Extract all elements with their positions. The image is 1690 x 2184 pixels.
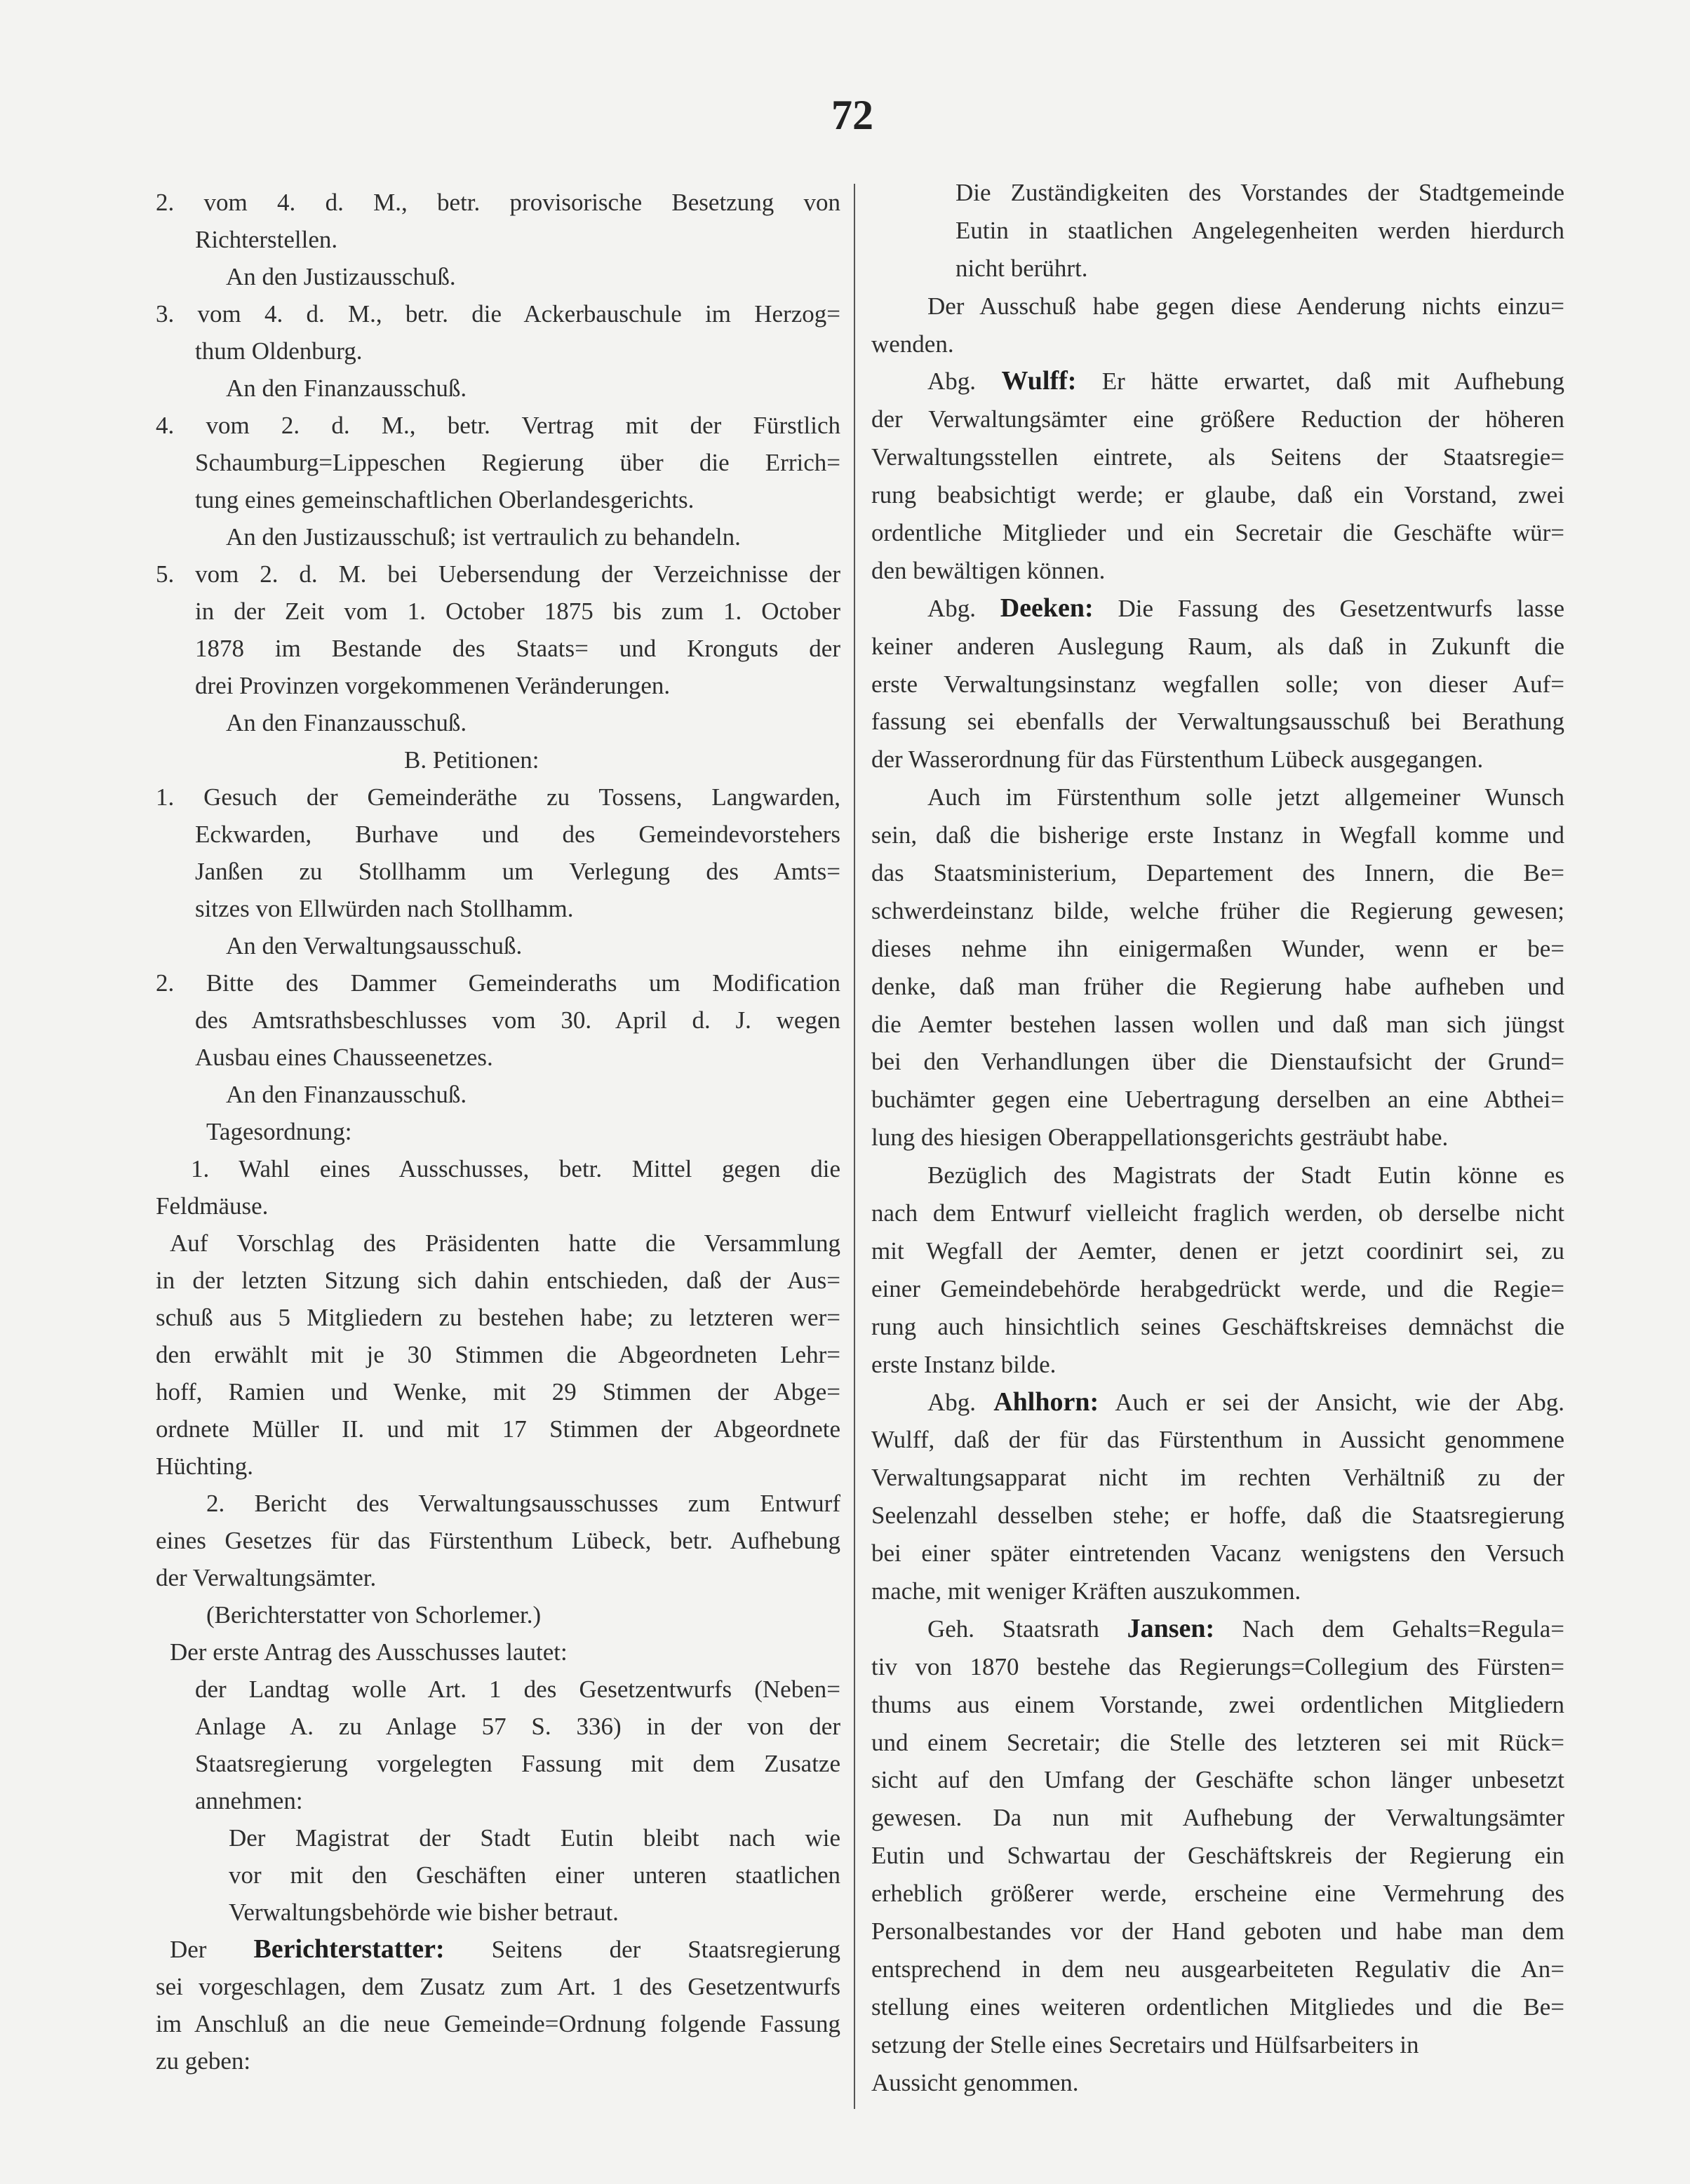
line-text: das Staatsministerium, Departement des Innern, die Be= — [871, 859, 1564, 887]
line-text: An den Justizausschuß; ist vertraulich zu behandeln. — [226, 523, 741, 551]
line-text: Bezüglich des Magistrats der Stadt Eutin könne es — [927, 1161, 1564, 1189]
text-line — [871, 1761, 1564, 1799]
line-text: 1878 im Bestande des Staats= und Kronguts der — [195, 635, 840, 662]
line-text: Hüchting. — [156, 1452, 254, 1480]
text-line — [871, 1384, 1564, 1422]
text-line — [871, 1194, 1564, 1232]
line-text: Janßen zu Stollhamm um Verlegung des Amts= — [195, 858, 840, 885]
page-number: 72 — [831, 92, 873, 138]
text-line — [871, 2026, 1564, 2064]
line-text: der Verwaltungsämter eine größere Reduction der höheren — [871, 405, 1564, 433]
text-line — [156, 1782, 840, 1819]
line-text: Verwaltungsapparat nicht im rechten Verhältniß zu der — [871, 1464, 1564, 1492]
text-line — [871, 288, 1564, 325]
line-text: Er hätte erwartet, daß mit Aufhebung — [1076, 368, 1564, 396]
line-text: erste Instanz bilde. — [871, 1350, 1057, 1378]
text-line — [871, 1799, 1564, 1837]
speaker-prefix: Abg. — [927, 1388, 994, 1416]
text-line — [156, 1225, 840, 1262]
text-line — [871, 1346, 1564, 1384]
line-text: hoff, Ramien und Wenke, mit 29 Stimmen der Abge= — [156, 1378, 840, 1406]
speaker-prefix: Der — [170, 1936, 254, 1963]
line-text: annehmen: — [195, 1787, 303, 1814]
text-line — [156, 1448, 840, 1485]
text-line — [156, 518, 840, 555]
text-line — [871, 1119, 1564, 1157]
line-text: Auch im Fürstenthum solle jetzt allgemeiner Wunsch — [927, 783, 1564, 811]
text-line — [156, 1039, 840, 1076]
line-text: An den Finanzausschuß. — [226, 709, 467, 736]
line-text: buchämter gegen eine Uebertragung derselben an eine Abthei= — [871, 1086, 1564, 1114]
right-column — [871, 174, 1564, 2101]
text-line — [871, 968, 1564, 1006]
line-text: 4. vom 2. d. M., betr. Vertrag mit der Fürstlich — [156, 412, 840, 439]
line-text: Nach dem Gehalts=Regula= — [1214, 1615, 1564, 1643]
text-line — [156, 1819, 840, 1856]
line-text: Seitens der Staatsregierung — [444, 1936, 840, 1963]
text-line — [156, 1002, 840, 1039]
line-text: setzung der Stelle eines Secretairs und Hülfsarbeiters in — [871, 2030, 1419, 2058]
line-text: B. Petitionen: — [404, 746, 539, 774]
line-text: Ausbau eines Chausseenetzes. — [195, 1044, 493, 1071]
text-line — [871, 1913, 1564, 1950]
text-line — [156, 332, 840, 370]
line-text: fassung sei ebenfalls der Verwaltungsausschuß bei Berathung — [871, 708, 1564, 736]
text-line — [156, 1373, 840, 1410]
line-text: erste Verwaltungsinstanz wegfallen solle; von dieser Auf= — [871, 670, 1564, 698]
line-text: 3. vom 4. d. M., betr. die Ackerbauschule im Herzog= — [156, 300, 840, 328]
text-line — [871, 1006, 1564, 1044]
text-line — [871, 2064, 1564, 2102]
line-text: Der Magistrat der Stadt Eutin bleibt nach wie — [229, 1824, 840, 1852]
text-line — [871, 590, 1564, 628]
line-text: Die Fassung des Gesetzentwurfs lasse — [1093, 594, 1564, 622]
line-text: in der letzten Sitzung sich dahin entschieden, daß der Aus= — [156, 1267, 840, 1294]
text-line — [156, 741, 840, 778]
line-text: tung eines gemeinschaftlichen Oberlandesgerichts. — [195, 486, 695, 513]
line-text: sitzes von Ellwürden nach Stollhamm. — [195, 895, 574, 922]
line-text: Staatsregierung vorgelegten Fassung mit dem Zusatze — [195, 1750, 840, 1777]
text-line — [871, 1081, 1564, 1119]
text-line — [156, 370, 840, 407]
text-line — [871, 854, 1564, 892]
line-text: Auch er sei der Ansicht, wie der Abg. — [1099, 1388, 1565, 1416]
text-line — [156, 1187, 840, 1225]
left-column — [156, 184, 840, 2079]
text-line — [871, 1535, 1564, 1572]
line-text: Auf Vorschlag des Präsidenten hatte die Versammlung — [170, 1229, 840, 1257]
text-line — [156, 816, 840, 853]
speaker-prefix: Abg. — [927, 594, 1000, 622]
line-text: und einem Secretair; die Stelle des letzteren sei mit Rück= — [871, 1728, 1564, 1756]
text-line — [871, 628, 1564, 666]
text-line — [871, 174, 1564, 212]
line-text: Schaumburg=Lippeschen Regierung über die Errich= — [195, 449, 840, 476]
text-line — [156, 964, 840, 1002]
text-line — [156, 481, 840, 518]
speaker-prefix: Geh. Staatsrath — [927, 1615, 1127, 1643]
line-text: An den Verwaltungsausschuß. — [226, 932, 523, 959]
line-text: entsprechend in dem neu ausgearbeiteten Regulativ die An= — [871, 1955, 1564, 1983]
text-line — [156, 1150, 840, 1187]
line-text: der Wasserordnung für das Fürstenthum Lübeck ausgegangen. — [871, 746, 1484, 774]
line-text: erheblich größerer werde, erscheine eine Vermehrung des — [871, 1880, 1564, 1908]
line-text: Der erste Antrag des Ausschusses lautet: — [170, 1638, 568, 1666]
line-text: ordentliche Mitglieder und ein Secretair die Geschäfte wür= — [871, 519, 1564, 547]
line-text: 1. Gesuch der Gemeinderäthe zu Tossens, Langwarden, — [156, 783, 840, 811]
line-text: Seelenzahl desselben stehe; er hoffe, daß die Staatsregierung — [871, 1502, 1564, 1530]
text-line — [871, 1875, 1564, 1913]
text-line — [871, 552, 1564, 590]
line-text: Feldmäuse. — [156, 1192, 269, 1220]
line-text: vor mit den Geschäften einer unteren staatlichen — [229, 1861, 840, 1889]
text-line — [156, 1633, 840, 1671]
line-text: rung auch hinsichtlich seines Geschäftskreises demnächst die — [871, 1312, 1564, 1340]
text-line — [156, 667, 840, 704]
line-text: Die Zuständigkeiten des Vorstandes der Stadtgemeinde — [955, 179, 1564, 206]
line-text: wenden. — [871, 330, 954, 358]
line-text: bei den Verhandlungen über die Dienstaufsicht der Grund= — [871, 1048, 1564, 1076]
line-text: die Aemter bestehen lassen wollen und daß man sich jüngst — [871, 1010, 1564, 1038]
text-line — [156, 630, 840, 667]
text-line — [871, 1459, 1564, 1497]
line-text: mache, mit weniger Kräften auszukommen. — [871, 1577, 1301, 1605]
text-line — [156, 2042, 840, 2079]
speaker-name: Berichterstatter: — [253, 1934, 445, 1964]
line-text: 1. Wahl eines Ausschusses, betr. Mittel gegen die — [191, 1155, 840, 1182]
text-line — [871, 1610, 1564, 1648]
text-line — [156, 407, 840, 444]
column-divider — [854, 184, 855, 2109]
line-text: An den Finanzausschuß. — [226, 1081, 467, 1108]
line-text: nach dem Entwurf vielleicht fraglich werden, ob derselbe nicht — [871, 1199, 1564, 1227]
text-line — [871, 1421, 1564, 1459]
line-text: Verwaltungsstellen eintrete, als Seitens der Staatsregie= — [871, 443, 1564, 471]
text-line — [871, 212, 1564, 250]
text-line — [871, 1572, 1564, 1610]
line-text: sicht auf den Umfang der Geschäfte schon länger unbesetzt — [871, 1766, 1564, 1794]
text-line — [156, 1745, 840, 1782]
speaker-name: Jansen: — [1127, 1613, 1215, 1643]
line-text: 2. Bitte des Dammer Gemeinderaths um Modification — [156, 969, 840, 997]
speaker-prefix: Abg. — [927, 368, 1002, 396]
line-text: Aussicht genommen. — [871, 2068, 1079, 2096]
text-line — [156, 1559, 840, 1596]
text-line — [871, 1043, 1564, 1081]
line-text: bei einer später eintretenden Vacanz wenigstens den Versuch — [871, 1539, 1564, 1568]
line-text: gewesen. Da nun mit Aufhebung der Verwaltungsämter — [871, 1804, 1564, 1832]
text-line — [156, 555, 840, 593]
line-text: Tagesordnung: — [206, 1118, 352, 1145]
text-line — [156, 1262, 840, 1299]
line-text: An den Finanzausschuß. — [226, 375, 467, 402]
line-text: dieses nehme ihn einigermaßen Wunder, wenn er be= — [871, 934, 1564, 962]
text-line — [871, 741, 1564, 778]
text-line — [871, 1686, 1564, 1724]
text-line — [871, 476, 1564, 514]
line-text: Anlage A. zu Anlage 57 S. 336) in der von der — [195, 1713, 840, 1740]
line-text: Eckwarden, Burhave und des Gemeindevorstehers — [195, 821, 840, 848]
line-text: schuß aus 5 Mitgliedern zu bestehen habe; zu letzteren wer= — [156, 1304, 840, 1331]
line-text: 2. Bericht des Verwaltungsausschusses zum Entwurf — [206, 1490, 840, 1517]
text-line — [156, 1299, 840, 1336]
line-text: Der Ausschuß habe gegen diese Aenderung nichts einzu= — [927, 292, 1564, 320]
text-line — [156, 1708, 840, 1745]
line-text: des Amtsrathsbeschlusses vom 30. April d. J. wegen — [195, 1006, 840, 1034]
text-line — [871, 438, 1564, 476]
line-text: einer Gemeindebehörde herabgedrückt werde, und die Regie= — [871, 1274, 1564, 1302]
text-line — [156, 704, 840, 741]
text-line — [156, 853, 840, 890]
text-line — [156, 1856, 840, 1894]
text-line — [156, 1596, 840, 1633]
text-line — [156, 258, 840, 295]
line-text: Eutin in staatlichen Angelegenheiten werden hierdurch — [955, 216, 1564, 244]
text-line — [156, 593, 840, 630]
text-line — [871, 363, 1564, 400]
line-text: den erwählt mit je 30 Stimmen die Abgeordneten Lehr= — [156, 1341, 840, 1368]
line-text: Verwaltungsbehörde wie bisher betraut. — [229, 1899, 619, 1926]
text-line — [156, 778, 840, 816]
text-line — [871, 816, 1564, 854]
text-line — [156, 1410, 840, 1448]
text-line — [156, 1076, 840, 1113]
text-line — [871, 930, 1564, 968]
line-text: Personalbestandes vor der Hand geboten und habe man dem — [871, 1917, 1564, 1945]
line-text: 5. vom 2. d. M. bei Uebersendung der Verzeichnisse der — [156, 560, 840, 588]
text-line — [871, 1950, 1564, 1988]
line-text: rung beabsichtigt werde; er glaube, daß ein Vorstand, zwei — [871, 481, 1564, 509]
text-line — [156, 1522, 840, 1559]
text-line — [871, 1648, 1564, 1686]
text-line — [156, 221, 840, 258]
text-line — [156, 184, 840, 221]
line-text: tiv von 1870 bestehe das Regierungs=Collegium des Fürsten= — [871, 1652, 1564, 1680]
text-line — [156, 927, 840, 964]
line-text: keiner anderen Auslegung Raum, als daß in Zukunft die — [871, 632, 1564, 660]
line-text: Eutin und Schwartau der Geschäftskreis der Regierung ein — [871, 1842, 1564, 1870]
text-line — [871, 1837, 1564, 1875]
line-text: sein, daß die bisherige erste Instanz in Wegfall komme und — [871, 821, 1564, 849]
line-text: (Berichterstatter von Schorlemer.) — [206, 1601, 542, 1629]
line-text: lung des hiesigen Oberappellationsgerichts gesträubt habe. — [871, 1124, 1449, 1152]
text-line — [871, 1232, 1564, 1270]
line-text: nicht berührt. — [955, 254, 1088, 282]
line-text: thum Oldenburg. — [195, 337, 363, 365]
line-text: thums aus einem Vorstande, zwei ordentlichen Mitgliedern — [871, 1690, 1564, 1718]
line-text: schwerdeinstanz bilde, welche früher die Regierung gewesen; — [871, 896, 1564, 924]
text-line — [871, 250, 1564, 288]
speaker-name: Wulff: — [1001, 366, 1077, 396]
text-line — [871, 325, 1564, 363]
line-text: eines Gesetzes für das Fürstenthum Lübeck, betr. Aufhebung — [156, 1527, 840, 1554]
text-line — [871, 892, 1564, 930]
text-line — [871, 1724, 1564, 1762]
line-text: denke, daß man früher die Regierung habe aufheben und — [871, 972, 1564, 1000]
text-line — [156, 295, 840, 332]
text-line — [871, 778, 1564, 816]
text-line — [156, 1894, 840, 1931]
line-text: den bewältigen können. — [871, 556, 1106, 584]
line-text: stellung eines weiteren ordentlichen Mitgliedes und die Be= — [871, 1993, 1564, 2021]
text-line — [871, 1988, 1564, 2026]
line-text: Wulff, daß der für das Fürstenthum in Aussicht genommene — [871, 1426, 1564, 1454]
line-text: zu geben: — [156, 2047, 251, 2075]
text-line — [871, 1308, 1564, 1346]
text-line — [156, 1336, 840, 1373]
text-line — [871, 1270, 1564, 1308]
line-text: ordnete Müller II. und mit 17 Stimmen der Abgeordnete — [156, 1415, 840, 1443]
line-text: An den Justizausschuß. — [226, 263, 456, 290]
line-text: der Verwaltungsämter. — [156, 1564, 377, 1591]
text-line — [156, 890, 840, 927]
line-text: sei vorgeschlagen, dem Zusatz zum Art. 1 des Gesetzentwurfs — [156, 1973, 840, 2000]
speaker-name: Deeken: — [1000, 593, 1094, 623]
line-text: drei Provinzen vorgekommenen Veränderungen. — [195, 672, 671, 699]
text-line — [156, 2005, 840, 2042]
text-line — [156, 1931, 840, 1968]
text-line — [871, 1497, 1564, 1535]
text-line — [871, 1157, 1564, 1194]
text-line — [156, 1113, 840, 1150]
text-line — [871, 514, 1564, 552]
speaker-name: Ahlhorn: — [993, 1387, 1099, 1417]
line-text: im Anschluß an die neue Gemeinde=Ordnung folgende Fassung — [156, 2010, 840, 2037]
text-line — [156, 1671, 840, 1708]
text-line — [871, 400, 1564, 438]
text-line — [156, 1968, 840, 2005]
line-text: Richterstellen. — [195, 226, 338, 253]
line-text: der Landtag wolle Art. 1 des Gesetzentwurfs (Neben= — [195, 1676, 840, 1703]
text-line — [871, 703, 1564, 741]
line-text: 2. vom 4. d. M., betr. provisorische Besetzung von — [156, 189, 840, 216]
line-text: mit Wegfall der Aemter, denen er jetzt coordinirt sei, zu — [871, 1236, 1564, 1265]
text-line — [871, 666, 1564, 703]
text-line — [156, 444, 840, 481]
line-text: in der Zeit vom 1. October 1875 bis zum 1. October — [195, 598, 840, 625]
text-line — [156, 1485, 840, 1522]
